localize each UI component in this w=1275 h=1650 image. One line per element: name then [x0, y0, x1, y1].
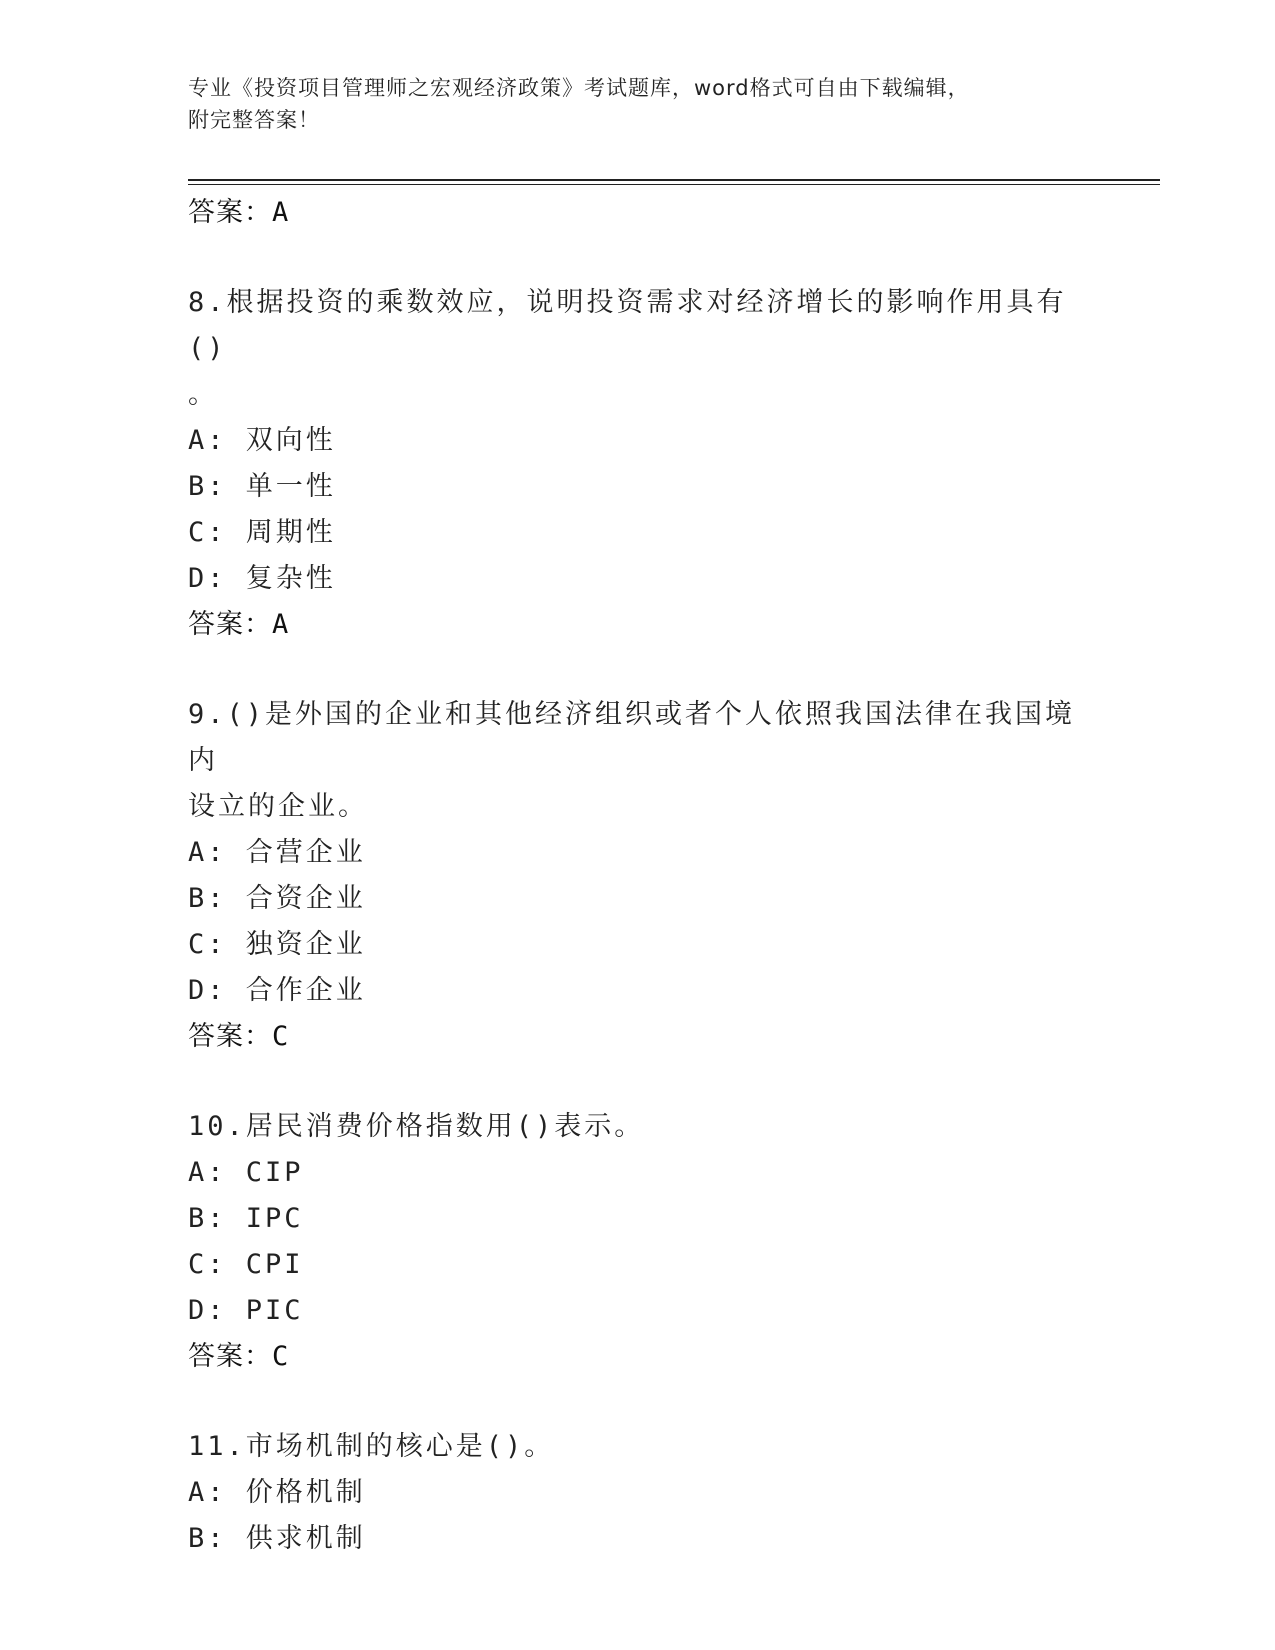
option-text: 价格机制 — [245, 1477, 366, 1508]
option-letter: A — [188, 1157, 208, 1188]
option-separator: : — [207, 1523, 246, 1554]
question-spacer — [188, 236, 1088, 280]
question-spacer — [188, 648, 1088, 692]
question-stem-line: 11.市场机制的核心是()。 — [188, 1431, 555, 1462]
question-stem — [188, 280, 1088, 418]
option-letter: A — [188, 1477, 208, 1508]
question-stem-line: 设立的企业。 — [188, 791, 368, 822]
option-separator: : — [207, 1295, 246, 1326]
option-c — [188, 510, 1088, 556]
answer-label: 答案： — [188, 609, 272, 640]
option-separator: : — [207, 1203, 246, 1234]
option-a — [188, 418, 1088, 464]
option-text: 周期性 — [245, 517, 336, 548]
option-separator: : — [207, 471, 246, 502]
question-spacer — [188, 1380, 1088, 1424]
option-b — [188, 1196, 1088, 1242]
option-letter: A — [188, 425, 208, 456]
option-separator: : — [207, 1157, 246, 1188]
option-text: PIC — [245, 1295, 304, 1326]
option-letter: C — [188, 517, 208, 548]
option-letter: C — [188, 1249, 208, 1280]
option-a — [188, 830, 1088, 876]
option-text: 独资企业 — [245, 929, 366, 960]
question-stem-line: 。 — [188, 379, 218, 410]
header-line-1: 专业《投资项目管理师之宏观经济政策》考试题库，word格式可自由下载编辑， — [188, 76, 970, 100]
option-text: 合资企业 — [245, 883, 366, 914]
answer-label: 答案： — [188, 197, 272, 228]
option-letter: B — [188, 883, 208, 914]
header-divider-thick — [188, 179, 1160, 181]
option-a — [188, 1470, 1088, 1516]
option-separator: : — [207, 563, 246, 594]
option-text: CPI — [245, 1249, 304, 1280]
question-stem — [188, 1104, 1088, 1150]
option-letter: B — [188, 471, 208, 502]
question-list — [188, 190, 1088, 1562]
question-block — [188, 692, 1088, 1060]
option-separator: : — [207, 1249, 246, 1280]
option-separator: : — [207, 1477, 246, 1508]
option-separator: : — [207, 929, 246, 960]
option-letter: D — [188, 975, 208, 1006]
option-a — [188, 1150, 1088, 1196]
option-letter: B — [188, 1203, 208, 1234]
answer-value: C — [272, 1341, 290, 1372]
option-d — [188, 556, 1088, 602]
option-letter: B — [188, 1523, 208, 1554]
answer-label: 答案： — [188, 1021, 272, 1052]
option-d — [188, 1288, 1088, 1334]
answer-line — [188, 602, 1088, 648]
option-b — [188, 876, 1088, 922]
question-block — [188, 1104, 1088, 1380]
question-stem — [188, 692, 1088, 830]
option-text: 单一性 — [245, 471, 336, 502]
option-letter: D — [188, 563, 208, 594]
option-letter: A — [188, 837, 208, 868]
option-text: CIP — [245, 1157, 304, 1188]
option-c — [188, 922, 1088, 968]
option-c — [188, 1242, 1088, 1288]
option-letter: C — [188, 929, 208, 960]
answer-line — [188, 1334, 1088, 1380]
header-line-2: 附完整答案！ — [188, 108, 320, 132]
question-stem — [188, 1424, 1088, 1470]
answer-label: 答案： — [188, 1341, 272, 1372]
document-header — [188, 72, 1068, 136]
option-text: IPC — [245, 1203, 304, 1234]
option-separator: : — [207, 837, 246, 868]
header-divider-thin — [188, 184, 1160, 185]
question-block — [188, 1424, 1088, 1562]
option-text: 双向性 — [245, 425, 336, 456]
option-d — [188, 968, 1088, 1014]
option-text: 供求机制 — [245, 1523, 366, 1554]
option-b — [188, 464, 1088, 510]
option-separator: : — [207, 975, 246, 1006]
option-separator: : — [207, 425, 246, 456]
option-b — [188, 1516, 1088, 1562]
answer-value: A — [272, 197, 290, 228]
option-text: 复杂性 — [245, 563, 336, 594]
answer-line — [188, 1014, 1088, 1060]
answer-value: C — [272, 1021, 290, 1052]
answer-value: A — [272, 609, 290, 640]
question-block — [188, 280, 1088, 648]
question-spacer — [188, 1060, 1088, 1104]
previous-answer — [188, 190, 1088, 236]
option-letter: D — [188, 1295, 208, 1326]
option-text: 合作企业 — [245, 975, 366, 1006]
question-stem-line: 8.根据投资的乘数效应，说明投资需求对经济增长的影响作用具有() — [188, 287, 1067, 364]
question-stem-line: 9.()是外国的企业和其他经济组织或者个人依照我国法律在我国境内 — [188, 699, 1076, 776]
question-stem-line: 10.居民消费价格指数用()表示。 — [188, 1111, 645, 1142]
option-separator: : — [207, 517, 246, 548]
option-text: 合营企业 — [245, 837, 366, 868]
option-separator: : — [207, 883, 246, 914]
